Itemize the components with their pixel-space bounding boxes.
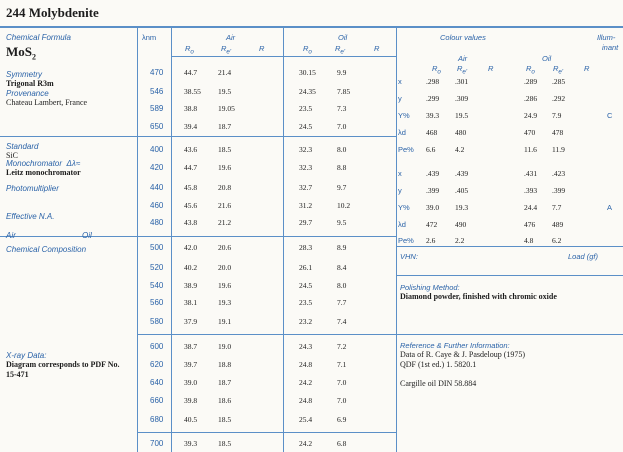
- reflectance-cell: 21.6: [218, 201, 232, 210]
- table-rule-1: [137, 136, 396, 137]
- na-air-label: Air: [6, 231, 16, 240]
- reflectance-cell: 7.1: [337, 360, 347, 369]
- polishing-rule: [396, 275, 623, 276]
- air-header: Air: [226, 33, 236, 42]
- colour-value-cell: 472: [426, 220, 438, 229]
- reflectance-cell: 29.7: [299, 218, 313, 227]
- colour-value-cell: 490: [455, 220, 467, 229]
- colour-value-cell: 2.2: [455, 236, 465, 245]
- reflectance-cell: 43.8: [184, 218, 198, 227]
- colour-value-cell: 39.0: [426, 203, 440, 212]
- reflectance-cell: 9.7: [337, 183, 347, 192]
- colour-row-label: Y%: [398, 111, 410, 120]
- wavelength-cell: 500: [150, 243, 164, 252]
- reflectance-cell: 7.0: [337, 122, 347, 131]
- colour-value-cell: 24.4: [524, 203, 538, 212]
- colour-value-cell: .301: [455, 77, 469, 86]
- reflectance-cell: 39.4: [184, 122, 198, 131]
- air-oil-divider: [283, 27, 284, 452]
- lambda-header: λnm: [142, 33, 157, 42]
- provenance-value: Chateau Lambert, France: [6, 98, 88, 107]
- colour-value-cell: .439: [455, 169, 469, 178]
- reflectance-cell: 18.5: [218, 439, 232, 448]
- reflectance-cell: 20.8: [218, 183, 232, 192]
- reflectance-cell: 7.0: [337, 396, 347, 405]
- reflectance-cell: 24.8: [299, 396, 313, 405]
- reflectance-cell: 20.6: [218, 243, 232, 252]
- reflectance-cell: 19.6: [218, 281, 232, 290]
- colour-value-cell: .423: [552, 169, 566, 178]
- air-re-header: $R_{e'}$: [221, 44, 232, 56]
- reference-rule: [396, 334, 623, 335]
- wavelength-cell: 480: [150, 218, 164, 227]
- reflectance-cell: 44.7: [184, 163, 198, 172]
- reflectance-cell: 19.05: [218, 104, 235, 113]
- colour-value-cell: 478: [552, 128, 564, 137]
- reflectance-cell: 44.7: [184, 68, 198, 77]
- wavelength-cell: 400: [150, 145, 164, 154]
- illuminant-letter: C: [607, 111, 613, 120]
- colour-value-cell: .399: [552, 186, 566, 195]
- wavelength-cell: 420: [150, 163, 164, 172]
- reference-line-1: Data of R. Caye & J. Pasdeloup (1975): [400, 350, 526, 359]
- colour-row-label: x: [398, 77, 402, 86]
- colour-value-cell: 4.2: [455, 145, 465, 154]
- colour-value-cell: .439: [426, 169, 440, 178]
- wavelength-cell: 440: [150, 183, 164, 192]
- vhn-load-label: Load (gf): [568, 252, 599, 261]
- reflectance-cell: 24.8: [299, 360, 313, 369]
- reflectance-cell: 19.3: [218, 298, 232, 307]
- illuminant-header-1: Illum-: [597, 33, 616, 42]
- reflectance-cell: 9.5: [337, 218, 347, 227]
- colour-value-cell: .286: [524, 94, 538, 103]
- reflectance-cell: 25.4: [299, 415, 313, 424]
- oil-header: Oil: [338, 33, 348, 42]
- reference-line-2: QDF (1st ed.) 1. 5820.1: [400, 360, 477, 369]
- polishing-text: Diamond powder, finished with chromic oxide: [400, 292, 557, 301]
- reflectance-cell: 7.4: [337, 317, 347, 326]
- reference-label: Reference & Further Information:: [400, 341, 510, 350]
- standard-value: SiC: [6, 151, 19, 160]
- wavelength-cell: 460: [150, 201, 164, 210]
- reflectance-cell: 37.9: [184, 317, 198, 326]
- reflectance-cell: 31.2: [299, 201, 313, 210]
- reflectance-cell: 18.6: [218, 396, 232, 405]
- reflectance-cell: 8.8: [337, 163, 347, 172]
- wavelength-cell: 650: [150, 122, 164, 131]
- oil-re-header: $R_{e'}$: [335, 44, 346, 56]
- wavelength-cell: 560: [150, 298, 164, 307]
- page-number: 244: [6, 5, 26, 20]
- colour-value-cell: .292: [552, 94, 566, 103]
- reflectance-cell: 21.2: [218, 218, 232, 227]
- symmetry-label: Symmetry: [6, 70, 42, 79]
- reflectance-cell: 39.3: [184, 439, 198, 448]
- standard-label: Standard: [6, 142, 39, 151]
- reflectance-cell: 38.55: [184, 87, 201, 96]
- colour-air-r: R: [488, 64, 494, 73]
- reflectance-cell: 28.3: [299, 243, 313, 252]
- reflectance-cell: 8.0: [337, 281, 347, 290]
- reflectance-cell: 8.0: [337, 145, 347, 154]
- reflectance-cell: 32.3: [299, 145, 313, 154]
- wavelength-cell: 620: [150, 360, 164, 369]
- reflectance-cell: 6.9: [337, 415, 347, 424]
- reflectance-cell: 19.5: [218, 87, 232, 96]
- reflectance-cell: 39.0: [184, 378, 198, 387]
- reflectance-cell: 18.8: [218, 360, 232, 369]
- colour-value-cell: 6.2: [552, 236, 562, 245]
- wavelength-divider: [171, 27, 172, 452]
- reflectance-cell: 24.2: [299, 378, 313, 387]
- table-rule-2: [137, 236, 396, 237]
- colour-value-cell: .298: [426, 77, 440, 86]
- reflectance-cell: 7.7: [337, 298, 347, 307]
- colour-value-cell: .299: [426, 94, 440, 103]
- colour-value-cell: 19.3: [455, 203, 469, 212]
- colour-values-title: Colour values: [440, 33, 486, 42]
- oil-ro-header: $R_o$: [303, 44, 312, 56]
- monochromator-value: Leitz monochromator: [6, 168, 81, 177]
- colour-value-cell: 6.6: [426, 145, 436, 154]
- colour-row-label: Pe%: [398, 145, 414, 154]
- reflectance-cell: 43.6: [184, 145, 198, 154]
- colour-row-label: y: [398, 94, 402, 103]
- colour-value-cell: 476: [524, 220, 536, 229]
- colour-value-cell: .285: [552, 77, 566, 86]
- vhn-rule: [396, 246, 623, 247]
- reflectance-cell: 7.3: [337, 104, 347, 113]
- colour-air-re: $R_{e'}$: [457, 64, 468, 76]
- oil-r-header: R: [374, 44, 380, 53]
- mineral-name: Molybdenite: [28, 5, 99, 20]
- illuminant-header-2: inant: [602, 43, 619, 52]
- reflectance-cell: 23.2: [299, 317, 313, 326]
- colour-oil-r: R: [584, 64, 590, 73]
- colour-air-header: Air: [458, 54, 468, 63]
- colour-value-cell: 11.9: [552, 145, 565, 154]
- colour-value-cell: 7.9: [552, 111, 562, 120]
- table-rule-4: [137, 432, 396, 433]
- reflectance-cell: 19.0: [218, 342, 232, 351]
- reflectance-cell: 7.85: [337, 87, 351, 96]
- left-rule-2: [0, 236, 137, 237]
- colour-air-ro: $R_o$: [432, 64, 441, 76]
- wavelength-cell: 589: [150, 104, 164, 113]
- colour-value-cell: .393: [524, 186, 538, 195]
- effective-na-label: Effective N.A.: [6, 212, 55, 221]
- wavelength-cell: 470: [150, 68, 164, 77]
- left-column-divider: [137, 27, 138, 452]
- reference-line-3: Cargille oil DIN 58.884: [400, 379, 477, 388]
- header-row-rule: [171, 56, 396, 57]
- colour-value-cell: .431: [524, 169, 538, 178]
- page-title: [6, 5, 99, 21]
- reflectance-cell: 7.2: [337, 342, 347, 351]
- colour-value-cell: 19.5: [455, 111, 469, 120]
- wavelength-cell: 540: [150, 281, 164, 290]
- colour-value-cell: 2.6: [426, 236, 436, 245]
- provenance-label: Provenance: [6, 89, 49, 98]
- wavelength-cell: 680: [150, 415, 164, 424]
- reflectance-cell: 18.7: [218, 378, 232, 387]
- reflectance-cell: 38.9: [184, 281, 198, 290]
- chemical-formula: MoS$_2$: [6, 44, 36, 62]
- colour-value-cell: 7.7: [552, 203, 562, 212]
- reflectance-cell: 24.5: [299, 281, 313, 290]
- reflectance-cell: 6.8: [337, 439, 347, 448]
- colour-row-label: y: [398, 186, 402, 195]
- vhn-label: VHN:: [400, 252, 418, 261]
- polishing-label: Polishing Method:: [400, 283, 460, 292]
- reflectance-cell: 21.4: [218, 68, 232, 77]
- colour-value-cell: 4.8: [524, 236, 534, 245]
- colour-value-cell: 39.3: [426, 111, 440, 120]
- header-rule: [0, 26, 623, 28]
- colour-row-label: Pe%: [398, 236, 414, 245]
- colour-oil-header: Oil: [542, 54, 552, 63]
- reflectance-cell: 8.9: [337, 243, 347, 252]
- reflectance-cell: 20.0: [218, 263, 232, 272]
- colour-row-label: λd: [398, 220, 406, 229]
- reflectance-cell: 32.3: [299, 163, 313, 172]
- reflectance-cell: 39.7: [184, 360, 198, 369]
- reflectance-cell: 32.7: [299, 183, 313, 192]
- na-oil-label: Oil: [82, 231, 92, 240]
- colour-value-cell: 470: [524, 128, 536, 137]
- xray-label: X-ray Data:: [6, 351, 47, 360]
- reflectance-cell: 45.8: [184, 183, 198, 192]
- reflectance-cell: 40.5: [184, 415, 198, 424]
- colour-value-cell: .405: [455, 186, 469, 195]
- wavelength-cell: 640: [150, 378, 164, 387]
- reflectance-cell: 38.7: [184, 342, 198, 351]
- air-ro-header: $R_o$: [185, 44, 194, 56]
- reflectance-cell: 19.1: [218, 317, 232, 326]
- reflectance-cell: 23.5: [299, 298, 313, 307]
- chemical-composition-label: Chemical Composition: [6, 245, 87, 254]
- colour-value-cell: .309: [455, 94, 469, 103]
- colour-oil-ro: $R_o$: [526, 64, 535, 76]
- reflectance-cell: 7.0: [337, 378, 347, 387]
- colour-value-cell: 24.9: [524, 111, 538, 120]
- wavelength-cell: 600: [150, 342, 164, 351]
- page-header: [0, 0, 623, 34]
- reflectance-cell: 18.7: [218, 122, 232, 131]
- reflectance-cell: 8.4: [337, 263, 347, 272]
- table-rule-3: [137, 334, 396, 335]
- colour-value-cell: .289: [524, 77, 538, 86]
- colour-value-cell: 480: [455, 128, 467, 137]
- reflectance-cell: 10.2: [337, 201, 351, 210]
- colour-row-label: λd: [398, 128, 406, 137]
- reflectance-cell: 18.5: [218, 415, 232, 424]
- colour-value-cell: 489: [552, 220, 564, 229]
- air-r-header: R: [259, 44, 265, 53]
- reflectance-cell: 18.5: [218, 145, 232, 154]
- reflectance-cell: 19.6: [218, 163, 232, 172]
- wavelength-cell: 580: [150, 317, 164, 326]
- xray-text: Diagram corresponds to PDF No. 15-471: [6, 360, 120, 379]
- table-right-divider: [396, 27, 397, 452]
- colour-value-cell: 468: [426, 128, 438, 137]
- monochromator-label: Monochromator Δλ≈: [6, 159, 81, 168]
- wavelength-cell: 546: [150, 87, 164, 96]
- reflectance-cell: 24.3: [299, 342, 313, 351]
- reflectance-cell: 23.5: [299, 104, 313, 113]
- colour-value-cell: .399: [426, 186, 440, 195]
- left-rule-1: [0, 136, 137, 137]
- symmetry-value: Trigonal R3m: [6, 79, 54, 88]
- chemical-formula-label: Chemical Formula: [6, 33, 71, 42]
- colour-row-label: Y%: [398, 203, 410, 212]
- colour-value-cell: 11.6: [524, 145, 537, 154]
- reflectance-cell: 45.6: [184, 201, 198, 210]
- wavelength-cell: 660: [150, 396, 164, 405]
- reflectance-cell: 24.5: [299, 122, 313, 131]
- reflectance-cell: 24.2: [299, 439, 313, 448]
- reflectance-cell: 26.1: [299, 263, 313, 272]
- reflectance-cell: 24.35: [299, 87, 316, 96]
- colour-row-label: x: [398, 169, 402, 178]
- colour-oil-re: $R_{e'}$: [553, 64, 564, 76]
- reflectance-cell: 30.15: [299, 68, 316, 77]
- wavelength-cell: 700: [150, 439, 164, 448]
- illuminant-letter: A: [607, 203, 613, 212]
- reflectance-cell: 42.0: [184, 243, 198, 252]
- wavelength-cell: 520: [150, 263, 164, 272]
- photomultiplier-label: Photomultiplier: [6, 184, 59, 193]
- reflectance-cell: 9.9: [337, 68, 347, 77]
- reflectance-cell: 38.1: [184, 298, 198, 307]
- reflectance-cell: 38.8: [184, 104, 198, 113]
- reflectance-cell: 40.2: [184, 263, 198, 272]
- reflectance-cell: 39.8: [184, 396, 198, 405]
